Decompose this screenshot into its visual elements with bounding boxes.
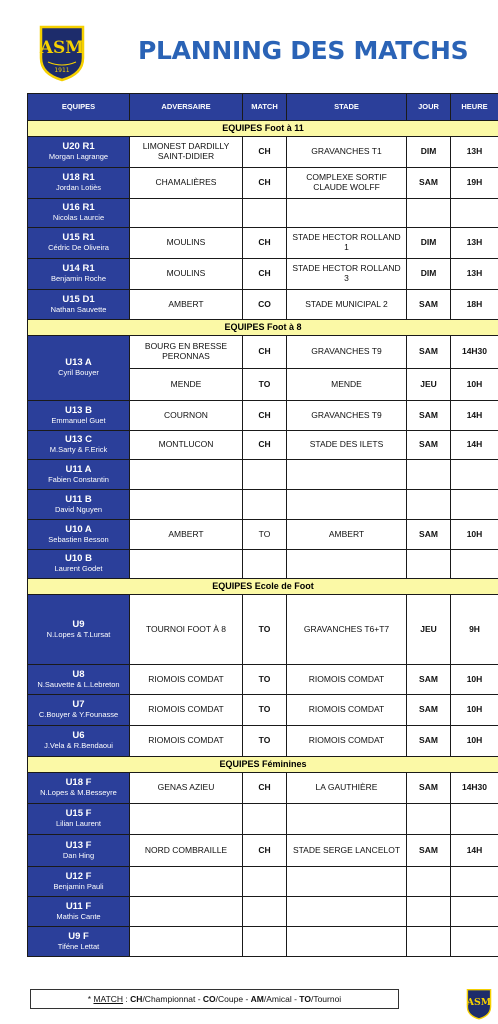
team-name: U6 [72,730,85,742]
table-row [28,773,498,804]
jour-cell [407,927,451,957]
adversaire-cell [130,867,243,897]
coach-name: Lilian Laurent [55,819,102,829]
coach-name: Sebastien Besson [48,534,109,544]
adversaire-cell [130,460,243,490]
legend-separator: : [123,994,131,1004]
coach-name: N.Lopes & T.Lursat [46,629,111,639]
col-heure: HEURE [451,94,498,121]
team-name: U13 B [65,404,92,416]
heure-cell: 14H [451,431,498,460]
stade-cell: GRAVANCHES T9 [287,336,407,369]
club-logo-small [464,988,494,1020]
match-cell [243,897,287,927]
adversaire-cell [130,490,243,520]
jour-cell: SAM [407,695,451,726]
team-name: U18 F [65,777,92,789]
team-name: U11 B [65,493,92,505]
adversaire-cell: MOULINS [130,259,243,290]
adversaire-cell: BOURG EN BRESSE PERONNAS [130,336,243,369]
team-cell [28,520,130,550]
team-name: U11 A [65,463,92,475]
coach-name: Cédric De Oliveira [48,243,109,253]
team-name: U9 F [68,930,89,942]
coach-name: Benjamin Pauli [53,881,104,891]
planning-table [27,93,498,957]
match-cell: CH [243,228,287,259]
table-row [28,665,498,695]
heure-cell [451,804,498,835]
team-name: U11 F [65,900,92,912]
club-logo [38,24,86,82]
heure-cell: 19H [451,168,498,199]
team-cell [28,460,130,490]
team-name: U13 A [65,357,92,369]
legend-code: CH [130,994,143,1004]
heure-cell: 13H [451,137,498,168]
stade-cell: STADE HECTOR ROLLAND 3 [287,259,407,290]
team-cell [28,431,130,460]
team-cell [28,867,130,897]
stade-cell [287,897,407,927]
section-title: EQUIPES Ecole de Foot [28,579,498,595]
adversaire-cell: AMBERT [130,520,243,550]
table-row [28,897,498,927]
match-cell: TO [243,695,287,726]
adversaire-cell [130,927,243,957]
stade-cell: COMPLEXE SORTIF CLAUDE WOLFF [287,168,407,199]
coach-name: Tiféne Lettat [57,941,100,951]
team-name: U10 B [65,553,92,565]
team-cell [28,665,130,695]
stade-cell [287,199,407,228]
team-name: U15 D1 [62,293,95,305]
coach-name: Laurent Godet [54,564,103,574]
team-cell [28,804,130,835]
section-title: EQUIPES Féminines [28,757,498,773]
adversaire-cell: RIOMOIS COMDAT [130,726,243,757]
table-row [28,199,498,228]
team-cell [28,290,130,320]
legend-meaning: /Amical - [263,994,300,1004]
jour-cell: JEU [407,369,451,401]
table-row [28,550,498,579]
section-row [28,320,498,336]
legend-code: CO [202,994,216,1004]
heure-cell: 14H [451,401,498,431]
match-cell: TO [243,369,287,401]
match-cell [243,804,287,835]
stade-cell: RIOMOIS COMDAT [287,665,407,695]
header-row [28,94,498,121]
jour-cell: DIM [407,259,451,290]
stade-cell: GRAVANCHES T6+T7 [287,595,407,665]
stade-cell [287,550,407,579]
team-cell [28,695,130,726]
team-name: U13 F [65,839,92,851]
adversaire-cell [130,804,243,835]
team-cell [28,259,130,290]
table-row [28,228,498,259]
adversaire-cell: LIMONEST DARDILLY SAINT-DIDIER [130,137,243,168]
heure-cell: 14H30 [451,336,498,369]
coach-name: Benjamin Roche [50,274,107,284]
team-cell [28,137,130,168]
match-cell [243,199,287,228]
table-row [28,460,498,490]
adversaire-cell: GENAS AZIEU [130,773,243,804]
team-name: U7 [72,699,85,711]
adversaire-cell [130,199,243,228]
match-cell [243,867,287,897]
heure-cell [451,490,498,520]
heure-cell [451,927,498,957]
stade-cell [287,927,407,957]
logo-small-letters: ASM [466,997,492,1009]
table-row [28,431,498,460]
heure-cell: 9H [451,595,498,665]
team-cell [28,927,130,957]
match-cell: CO [243,290,287,320]
col-equipes: EQUIPES [28,94,130,121]
table-row [28,835,498,867]
stade-cell: STADE SERGE LANCELOT [287,835,407,867]
stade-cell [287,804,407,835]
match-cell: CH [243,431,287,460]
jour-cell: SAM [407,665,451,695]
adversaire-cell: TOURNOI FOOT À 8 [130,595,243,665]
team-name: U18 R1 [62,172,95,184]
table-row [28,695,498,726]
stade-cell: GRAVANCHES T1 [287,137,407,168]
match-cell [243,490,287,520]
table-row [28,336,498,369]
coach-name: Cyril Bouyer [58,368,99,378]
team-name: U10 A [65,523,92,535]
coach-name: N.Lopes & M.Besseyre [40,788,117,798]
col-jour: JOUR [407,94,451,121]
section-title: EQUIPES Foot à 11 [28,121,498,137]
adversaire-cell: CHAMALIÈRES [130,168,243,199]
match-cell: CH [243,773,287,804]
legend-meaning: /Tournoi [310,994,342,1004]
match-cell: CH [243,137,287,168]
coach-name: M.Sarty & F.Erick [49,445,108,455]
coach-name: Morgan Lagrange [48,152,109,162]
heure-cell [451,897,498,927]
stade-cell: AMBERT [287,520,407,550]
table-row [28,290,498,320]
heure-cell: 10H [451,520,498,550]
heure-cell [451,460,498,490]
match-cell: TO [243,595,287,665]
coach-name: David Nguyen [54,504,103,514]
jour-cell: SAM [407,520,451,550]
team-name: U9 [72,618,85,630]
coach-name: Nicolas Laurcie [52,213,105,223]
team-cell [28,228,130,259]
team-name: U20 R1 [62,141,95,153]
logo-letters: ASM [39,38,85,58]
adversaire-cell: NORD COMBRAILLE [130,835,243,867]
match-cell: CH [243,401,287,431]
jour-cell: SAM [407,336,451,369]
team-cell [28,401,130,431]
adversaire-cell: COURNON [130,401,243,431]
stade-cell: STADE MUNICIPAL 2 [287,290,407,320]
section-row [28,579,498,595]
jour-cell [407,490,451,520]
legend-code: AM [250,994,264,1004]
coach-name: Mathis Cante [56,911,101,921]
jour-cell [407,897,451,927]
team-cell [28,168,130,199]
heure-cell: 14H30 [451,773,498,804]
jour-cell: SAM [407,290,451,320]
adversaire-cell: RIOMOIS COMDAT [130,695,243,726]
jour-cell [407,867,451,897]
team-cell [28,199,130,228]
legend-code: TO [299,994,311,1004]
section-title: EQUIPES Foot à 8 [28,320,498,336]
coach-name: Fabien Constantin [48,474,109,484]
heure-cell: 10H [451,665,498,695]
team-cell [28,595,130,665]
table-row [28,804,498,835]
jour-cell [407,804,451,835]
section-row [28,757,498,773]
coach-name: C.Bouyer & Y.Founasse [38,710,119,720]
table-row [28,867,498,897]
jour-cell: DIM [407,228,451,259]
team-name: U15 F [65,808,92,820]
coach-name: Nathan Sauvette [50,304,107,314]
table-row [28,490,498,520]
coach-name: Jordan Lotiès [55,183,102,193]
table-row [28,726,498,757]
section-row [28,121,498,137]
table-row [28,168,498,199]
legend-label: MATCH [93,994,124,1004]
jour-cell [407,460,451,490]
adversaire-cell: RIOMOIS COMDAT [130,665,243,695]
heure-cell: 10H [451,695,498,726]
jour-cell [407,199,451,228]
coach-name: N.Sauvette & L.Lebreton [37,679,120,689]
stade-cell: GRAVANCHES T9 [287,401,407,431]
team-cell [28,897,130,927]
adversaire-cell [130,550,243,579]
stade-cell [287,490,407,520]
heure-cell: 13H [451,228,498,259]
team-cell [28,726,130,757]
jour-cell: SAM [407,835,451,867]
col-adversaire: ADVERSAIRE [130,94,243,121]
adversaire-cell: MENDE [130,369,243,401]
match-cell: CH [243,336,287,369]
jour-cell: SAM [407,726,451,757]
table-row [28,401,498,431]
stade-cell [287,867,407,897]
table-row [28,595,498,665]
heure-cell: 18H [451,290,498,320]
match-cell: CH [243,168,287,199]
heure-cell: 14H [451,835,498,867]
stade-cell: STADE HECTOR ROLLAND 1 [287,228,407,259]
heure-cell: 10H [451,369,498,401]
page-title: PLANNING DES MATCHS [138,36,469,65]
match-cell: TO [243,520,287,550]
team-name: U12 F [65,870,92,882]
heure-cell: 10H [451,726,498,757]
team-name: U14 R1 [62,263,95,275]
jour-cell [407,550,451,579]
heure-cell [451,867,498,897]
jour-cell: SAM [407,431,451,460]
legend-meaning: /Coupe - [215,994,251,1004]
jour-cell: DIM [407,137,451,168]
table-row [28,259,498,290]
legend-meaning: /Championnat - [142,994,203,1004]
adversaire-cell: MONTLUCON [130,431,243,460]
team-name: U8 [72,668,85,680]
stade-cell: STADE DES ILETS [287,431,407,460]
jour-cell: SAM [407,168,451,199]
match-cell [243,927,287,957]
team-name: U13 C [65,434,92,446]
match-cell: CH [243,259,287,290]
match-cell: TO [243,665,287,695]
legend-prefix: * [87,994,94,1004]
team-cell [28,336,130,401]
table-row [28,520,498,550]
table-row [28,137,498,168]
jour-cell: SAM [407,773,451,804]
team-cell [28,773,130,804]
coach-name: Emmanuel Guet [51,415,106,425]
match-cell: TO [243,726,287,757]
heure-cell: 13H [451,259,498,290]
table-row [28,927,498,957]
jour-cell: SAM [407,401,451,431]
stade-cell [287,460,407,490]
col-stade: STADE [287,94,407,121]
col-match: MATCH [243,94,287,121]
match-legend [30,989,399,1009]
stade-cell: RIOMOIS COMDAT [287,695,407,726]
match-cell [243,550,287,579]
heure-cell [451,550,498,579]
team-cell [28,550,130,579]
jour-cell: JEU [407,595,451,665]
heure-cell [451,199,498,228]
adversaire-cell: MOULINS [130,228,243,259]
team-name: U15 R1 [62,232,95,244]
coach-name: Dan Hing [62,850,95,860]
coach-name: J.Vela & R.Bendaoui [44,741,113,751]
logo-year: 1911 [54,67,70,74]
stade-cell: MENDE [287,369,407,401]
match-cell [243,460,287,490]
adversaire-cell: AMBERT [130,290,243,320]
stade-cell: RIOMOIS COMDAT [287,726,407,757]
team-cell [28,490,130,520]
stade-cell: LA GAUTHIÈRE [287,773,407,804]
match-cell: CH [243,835,287,867]
team-name: U16 R1 [62,202,95,214]
team-cell [28,835,130,867]
adversaire-cell [130,897,243,927]
